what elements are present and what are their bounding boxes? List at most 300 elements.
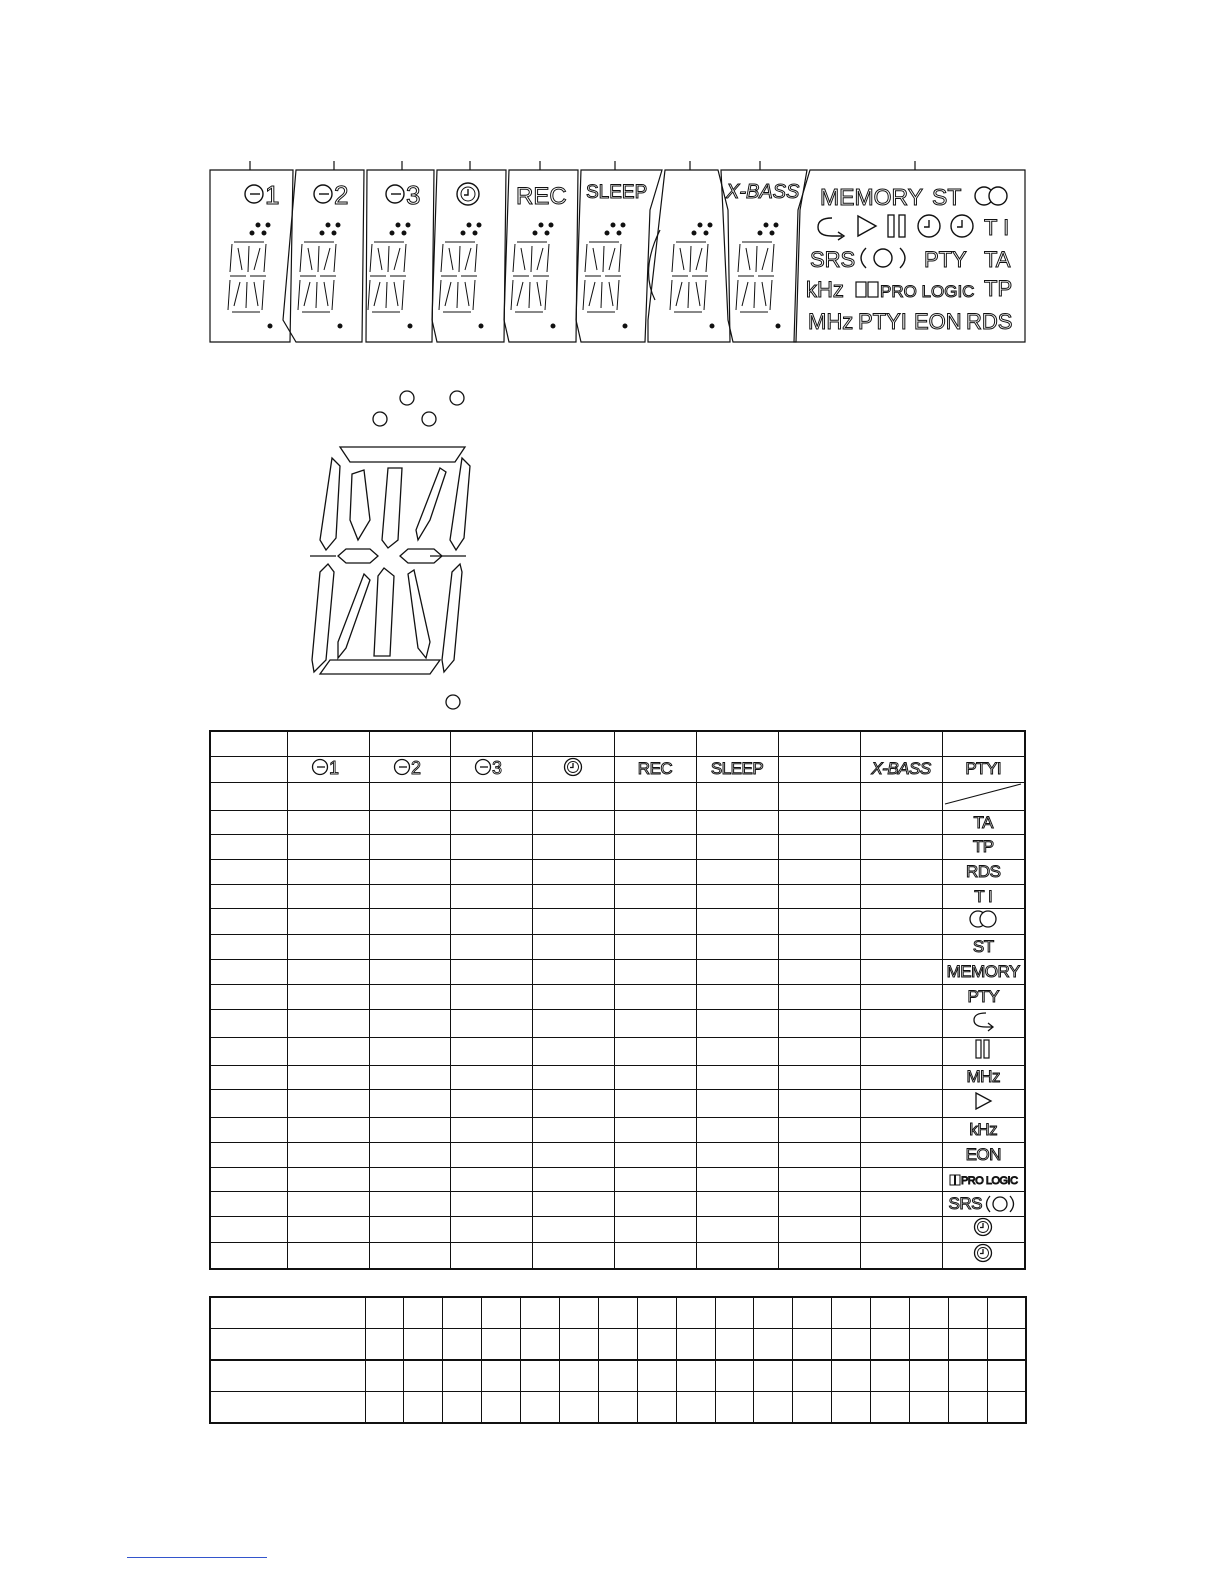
table-cell xyxy=(942,935,1025,960)
table-cell xyxy=(369,1192,450,1217)
pin-cell xyxy=(521,1297,560,1329)
segment-h xyxy=(350,470,370,540)
table-cell xyxy=(369,1142,450,1167)
rec-label: REC xyxy=(516,183,567,210)
table-cell xyxy=(450,782,532,810)
table-cell xyxy=(287,1167,369,1192)
table-cell xyxy=(287,860,369,885)
pin-cell xyxy=(404,1297,443,1329)
segment-l xyxy=(338,574,370,658)
table-cell xyxy=(696,731,778,756)
table-cell xyxy=(860,1065,942,1090)
table-cell xyxy=(860,960,942,985)
pin-cell xyxy=(210,1360,365,1392)
play-icon xyxy=(858,216,876,236)
table-cell xyxy=(287,935,369,960)
segment-e xyxy=(312,564,334,672)
table-cell xyxy=(778,1118,860,1143)
table-cell xyxy=(614,1118,696,1143)
table-cell xyxy=(450,1167,532,1192)
table-row xyxy=(210,1009,1025,1037)
table-cell xyxy=(696,1037,778,1065)
dot-4 xyxy=(422,412,436,426)
table-cell xyxy=(860,1009,942,1037)
table-cell xyxy=(369,860,450,885)
table-row xyxy=(210,935,1025,960)
table-cell xyxy=(614,1192,696,1217)
pin-cell xyxy=(754,1392,793,1424)
repeat-icon xyxy=(818,218,844,240)
table-cell xyxy=(696,1167,778,1192)
pin-cell xyxy=(210,1329,365,1361)
table-cell xyxy=(532,756,614,782)
ptyi-label: PTYI xyxy=(965,759,1002,779)
prologic-label: PRO LOGIC xyxy=(960,1175,1018,1188)
table-cell xyxy=(860,935,942,960)
pin-cell xyxy=(715,1329,754,1361)
table-cell xyxy=(287,731,369,756)
pin-cell xyxy=(909,1392,948,1424)
pin-cell xyxy=(404,1392,443,1424)
table-cell xyxy=(369,1090,450,1118)
table-cell xyxy=(614,1065,696,1090)
table-cell xyxy=(614,731,696,756)
table-cell xyxy=(210,810,287,835)
pin-cell xyxy=(559,1392,598,1424)
table-cell xyxy=(450,1037,532,1065)
table-cell xyxy=(696,1192,778,1217)
pin-cell xyxy=(754,1329,793,1361)
eon-label: EON xyxy=(965,1144,1001,1164)
table-cell xyxy=(287,1242,369,1269)
table-cell xyxy=(860,1167,942,1192)
pin-cell xyxy=(637,1297,676,1329)
table-cell xyxy=(450,935,532,960)
table-cell xyxy=(942,1009,1025,1037)
table-cell xyxy=(942,1167,1025,1192)
digit-8 xyxy=(736,223,780,328)
segment-j xyxy=(416,468,446,540)
xbass-label: X-BASS xyxy=(871,759,931,779)
table-cell xyxy=(210,1216,287,1242)
table-cell xyxy=(942,810,1025,835)
table-cell xyxy=(614,1142,696,1167)
table-cell xyxy=(942,731,1025,756)
table-cell xyxy=(532,1065,614,1090)
table-row xyxy=(210,1142,1025,1167)
dot-5 xyxy=(446,695,460,709)
table-cell xyxy=(942,1142,1025,1167)
pin-connection-table xyxy=(209,1296,1027,1424)
table-cell xyxy=(860,860,942,885)
table-cell xyxy=(210,1167,287,1192)
table-cell xyxy=(287,960,369,985)
table-row xyxy=(210,1118,1025,1143)
digit-1 xyxy=(228,223,272,328)
srs-icon xyxy=(861,248,905,268)
table-cell xyxy=(860,1118,942,1143)
table-cell xyxy=(942,1065,1025,1090)
table-row xyxy=(210,1242,1025,1269)
pin-cell xyxy=(987,1329,1026,1361)
table-cell xyxy=(696,1118,778,1143)
table-cell xyxy=(942,860,1025,885)
pin-cell xyxy=(987,1392,1026,1424)
pin-cell xyxy=(948,1297,987,1329)
table-cell xyxy=(614,1242,696,1269)
table-cell xyxy=(369,810,450,835)
pin-cell xyxy=(598,1329,637,1361)
digit-4 xyxy=(439,223,483,328)
pin-cell xyxy=(676,1297,715,1329)
table-cell xyxy=(210,756,287,782)
table-cell xyxy=(614,860,696,885)
pin-cell xyxy=(871,1360,910,1392)
digit-3 xyxy=(368,223,412,328)
table-cell xyxy=(450,835,532,860)
pin-cell xyxy=(754,1360,793,1392)
table-cell xyxy=(696,782,778,810)
srs-label: SRS xyxy=(948,1193,982,1213)
table-cell xyxy=(860,835,942,860)
table-cell xyxy=(210,984,287,1009)
table-cell xyxy=(450,756,532,782)
table-cell xyxy=(450,1118,532,1143)
g3-number: 3 xyxy=(406,180,421,210)
table-cell xyxy=(369,909,450,935)
table-cell xyxy=(369,935,450,960)
table-cell xyxy=(614,960,696,985)
table-cell xyxy=(532,884,614,909)
pty-label: PTY xyxy=(924,247,967,272)
g1-number: 1 xyxy=(265,180,280,210)
pin-cell xyxy=(482,1329,521,1361)
pin-cell xyxy=(793,1329,832,1361)
pin-cell xyxy=(948,1360,987,1392)
table-cell xyxy=(369,1037,450,1065)
rds-label: RDS xyxy=(966,309,1013,334)
table-cell xyxy=(532,1090,614,1118)
table-cell xyxy=(942,1242,1025,1269)
table-cell xyxy=(450,984,532,1009)
table-cell xyxy=(369,960,450,985)
pin-row xyxy=(210,1360,1026,1392)
table-cell xyxy=(860,1216,942,1242)
table-cell xyxy=(614,1167,696,1192)
table-cell xyxy=(369,1167,450,1192)
table-cell xyxy=(778,960,860,985)
pin-cell xyxy=(754,1297,793,1329)
table-cell xyxy=(450,1216,532,1242)
table-cell xyxy=(287,1037,369,1065)
table-cell xyxy=(696,835,778,860)
pin-cell xyxy=(598,1392,637,1424)
dolby-icon xyxy=(856,282,878,297)
pin-cell xyxy=(909,1297,948,1329)
pin-cell xyxy=(210,1392,365,1424)
table-row xyxy=(210,1090,1025,1118)
table-cell xyxy=(860,1090,942,1118)
digit-5 xyxy=(511,223,555,328)
table-cell xyxy=(450,1242,532,1269)
table-cell xyxy=(287,782,369,810)
table-cell xyxy=(696,1142,778,1167)
table-cell xyxy=(860,1142,942,1167)
table-cell xyxy=(287,1216,369,1242)
pin-cell xyxy=(521,1360,560,1392)
pin-cell xyxy=(909,1360,948,1392)
table-cell xyxy=(778,782,860,810)
table-cell xyxy=(450,1065,532,1090)
pin-cell xyxy=(559,1360,598,1392)
table-cell xyxy=(860,884,942,909)
table-cell xyxy=(942,756,1025,782)
table-cell xyxy=(778,860,860,885)
pin-cell xyxy=(871,1329,910,1361)
pin-cell xyxy=(482,1392,521,1424)
mhz-label: MHz xyxy=(808,309,854,334)
pin-cell xyxy=(871,1392,910,1424)
table-row xyxy=(210,1216,1025,1242)
pin-cell xyxy=(365,1360,404,1392)
table-cell xyxy=(942,1118,1025,1143)
st-label: ST xyxy=(932,184,962,210)
table-cell xyxy=(369,884,450,909)
table-row xyxy=(210,756,1025,782)
pin-cell xyxy=(676,1360,715,1392)
table-cell xyxy=(778,1216,860,1242)
ta-label: TA xyxy=(984,247,1011,272)
pin-row xyxy=(210,1329,1026,1361)
table-cell xyxy=(532,1009,614,1037)
pin-cell xyxy=(832,1392,871,1424)
ti-label: T I xyxy=(984,215,1010,240)
table-cell xyxy=(778,1009,860,1037)
table-cell xyxy=(860,1037,942,1065)
table-cell xyxy=(696,1009,778,1037)
pin-cell xyxy=(443,1329,482,1361)
timer-icon xyxy=(918,215,940,237)
table-cell xyxy=(532,935,614,960)
table-cell xyxy=(614,810,696,835)
table-cell xyxy=(942,909,1025,935)
table-cell xyxy=(614,1090,696,1118)
table-cell xyxy=(450,860,532,885)
timer-icon xyxy=(951,215,973,237)
sleep-label: SLEEP xyxy=(710,759,764,779)
pin-cell xyxy=(598,1297,637,1329)
table-cell xyxy=(532,984,614,1009)
pty-label: PTY xyxy=(967,986,1000,1006)
table-cell xyxy=(860,1192,942,1217)
table-row xyxy=(210,1065,1025,1090)
table-cell xyxy=(614,909,696,935)
table-row xyxy=(210,1037,1025,1065)
table-cell xyxy=(450,810,532,835)
table-cell xyxy=(696,884,778,909)
table-cell xyxy=(369,1009,450,1037)
table-cell xyxy=(614,1009,696,1037)
table-cell xyxy=(210,884,287,909)
khz-label: kHz xyxy=(806,277,844,302)
digit-7 xyxy=(670,223,714,328)
pin-cell xyxy=(637,1360,676,1392)
pin-cell xyxy=(637,1329,676,1361)
table-cell xyxy=(210,782,287,810)
table-cell xyxy=(696,810,778,835)
pin-cell xyxy=(715,1392,754,1424)
table-cell xyxy=(696,1090,778,1118)
xbass-label: X-BASS xyxy=(726,181,800,203)
memory-label: MEMORY xyxy=(820,184,924,210)
table-cell xyxy=(532,1118,614,1143)
table-cell xyxy=(778,984,860,1009)
pin-cell xyxy=(404,1329,443,1361)
table-cell xyxy=(778,1065,860,1090)
svg-text:2: 2 xyxy=(410,757,421,777)
table-row xyxy=(210,860,1025,885)
pin-cell xyxy=(598,1360,637,1392)
table-cell xyxy=(532,810,614,835)
pin-cell xyxy=(443,1297,482,1329)
table-cell xyxy=(450,1142,532,1167)
table-cell xyxy=(450,884,532,909)
table-cell xyxy=(450,909,532,935)
dot-3 xyxy=(373,412,387,426)
table-cell xyxy=(942,1090,1025,1118)
table-row xyxy=(210,909,1025,935)
table-cell xyxy=(287,1118,369,1143)
table-cell xyxy=(696,756,778,782)
table-cell xyxy=(287,835,369,860)
tp-label: TP xyxy=(972,837,994,857)
pin-cell xyxy=(871,1297,910,1329)
table-cell xyxy=(696,1242,778,1269)
table-cell xyxy=(942,1037,1025,1065)
table-cell xyxy=(942,1216,1025,1242)
eon-label: EON xyxy=(914,309,962,334)
table-cell xyxy=(942,782,1025,810)
pin-cell xyxy=(832,1329,871,1361)
table-cell xyxy=(778,756,860,782)
ti-label: T I xyxy=(974,886,993,906)
table-row xyxy=(210,810,1025,835)
table-cell xyxy=(532,782,614,810)
table-cell xyxy=(778,1037,860,1065)
digit-6 xyxy=(583,223,627,328)
table-cell xyxy=(369,835,450,860)
table-row xyxy=(210,731,1025,756)
pin-cell xyxy=(793,1297,832,1329)
rec-label: REC xyxy=(637,759,673,779)
segment-d xyxy=(320,660,440,674)
table-cell xyxy=(860,909,942,935)
table-cell xyxy=(778,935,860,960)
dot-1 xyxy=(400,391,414,405)
stereo-icon xyxy=(975,187,1007,205)
segment-i xyxy=(382,468,402,548)
table-cell xyxy=(532,1216,614,1242)
table-cell xyxy=(210,1065,287,1090)
svg-text:3: 3 xyxy=(492,757,503,777)
table-cell xyxy=(778,1167,860,1192)
table-cell xyxy=(778,731,860,756)
pause-icon xyxy=(888,215,905,237)
table-cell xyxy=(532,1242,614,1269)
pin-cell xyxy=(482,1360,521,1392)
segment-assignment-table xyxy=(209,730,1026,1270)
pin-cell xyxy=(482,1297,521,1329)
table-cell xyxy=(614,835,696,860)
table-cell xyxy=(942,835,1025,860)
pin-cell xyxy=(365,1392,404,1424)
table-cell xyxy=(369,1065,450,1090)
table-cell xyxy=(614,756,696,782)
pin-cell xyxy=(948,1329,987,1361)
table-cell xyxy=(778,1142,860,1167)
table-cell xyxy=(369,1242,450,1269)
table-cell xyxy=(696,1216,778,1242)
prologic-label: PRO LOGIC xyxy=(880,282,975,301)
pin-cell xyxy=(987,1297,1026,1329)
table-cell xyxy=(778,810,860,835)
srs-label: SRS xyxy=(810,247,856,272)
table-cell xyxy=(778,884,860,909)
memory-label: MEMORY xyxy=(946,961,1020,981)
table-cell xyxy=(532,1192,614,1217)
table-cell xyxy=(210,909,287,935)
table-cell xyxy=(369,782,450,810)
pin-cell xyxy=(909,1329,948,1361)
table-cell xyxy=(860,756,942,782)
tp-label: TP xyxy=(984,276,1013,301)
table-cell xyxy=(450,1009,532,1037)
segment-m xyxy=(374,568,394,656)
table-cell xyxy=(532,960,614,985)
table-cell xyxy=(532,1142,614,1167)
table-cell xyxy=(210,1090,287,1118)
table-cell xyxy=(696,860,778,885)
table-cell xyxy=(287,1192,369,1217)
table-cell xyxy=(532,835,614,860)
pin-cell xyxy=(715,1297,754,1329)
table-cell xyxy=(210,1037,287,1065)
khz-label: kHz xyxy=(969,1120,998,1140)
segment-b xyxy=(450,458,470,550)
table-row xyxy=(210,1167,1025,1192)
table-cell xyxy=(778,1090,860,1118)
table-cell xyxy=(450,731,532,756)
pin-cell xyxy=(521,1329,560,1361)
table-cell xyxy=(614,935,696,960)
pin-cell xyxy=(676,1392,715,1424)
table-cell xyxy=(210,860,287,885)
pin-cell xyxy=(365,1297,404,1329)
table-cell xyxy=(860,810,942,835)
table-cell xyxy=(369,984,450,1009)
st-label: ST xyxy=(972,937,994,957)
table-row xyxy=(210,984,1025,1009)
g3-icon xyxy=(386,185,404,203)
segment-detail-diagram xyxy=(290,380,490,720)
table-cell xyxy=(778,909,860,935)
clock-icon xyxy=(457,183,479,205)
pin-cell xyxy=(948,1392,987,1424)
table-cell xyxy=(778,1192,860,1217)
table-cell xyxy=(778,835,860,860)
table-cell xyxy=(210,935,287,960)
table-cell xyxy=(696,984,778,1009)
